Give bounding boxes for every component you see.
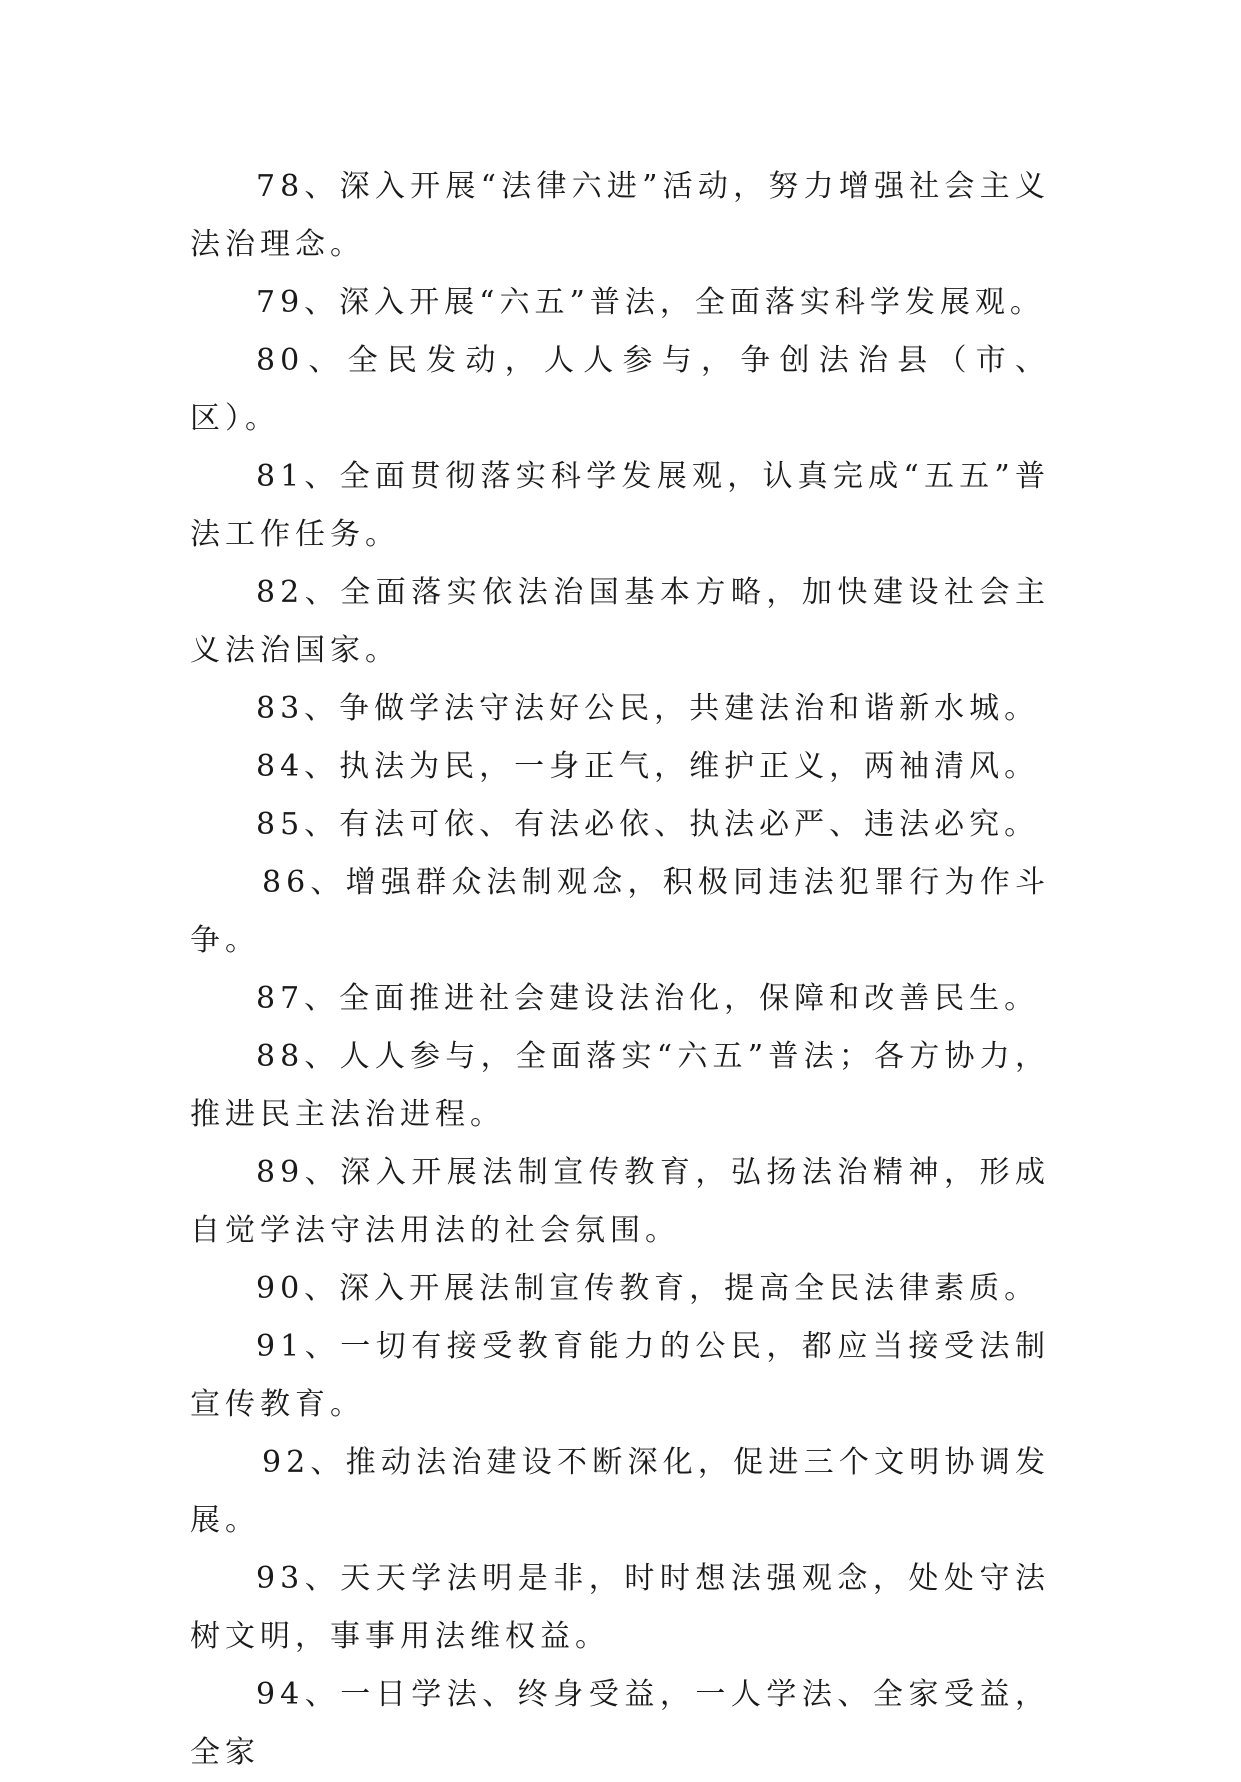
slogan-92: 92、推动法治建设不断深化，促进三个文明协调发展。 [190,1445,1050,1538]
slogan-91: 91、一切有接受教育能力的公民，都应当接受法制宣传教育。 [190,1329,1050,1422]
slogan-93: 93、天天学法明是非，时时想法强观念，处处守法树文明，事事用法维权益。 [190,1561,1050,1654]
slogan-78: 78、深入开展“法律六进”活动，努力增强社会主义法治理念。 [190,169,1050,262]
slogan-82: 82、全面落实依法治国基本方略，加快建设社会主义法治国家。 [190,575,1050,668]
slogan-81: 81、全面贯彻落实科学发展观，认真完成“五五”普法工作任务。 [190,459,1050,552]
slogan-85: 85、有法可依、有法必依、执法必严、违法必究。 [256,807,1040,842]
slogan-90: 90、深入开展法制宣传教育，提高全民法律素质。 [256,1271,1040,1306]
document-body [190,158,1050,1782]
slogan-88: 88、人人参与，全面落实“六五”普法；各方协力，推进民主法治进程。 [190,1039,1050,1132]
slogan-84: 84、执法为民，一身正气，维护正义，两袖清风。 [256,749,1040,784]
slogan-89: 89、深入开展法制宣传教育，弘扬法治精神，形成自觉学法守法用法的社会氛围。 [190,1155,1050,1248]
slogan-80: 80、全民发动，人人参与，争创法治县（市、区）。 [190,343,1050,436]
slogan-94: 94、一日学法、终身受益，一人学法、全家受益，全家 [190,1677,1050,1770]
slogan-87: 87、全面推进社会建设法治化，保障和改善民生。 [256,981,1040,1016]
slogan-86: 86、增强群众法制观念，积极同违法犯罪行为作斗争。 [190,865,1050,958]
slogan-79: 79、深入开展“六五”普法，全面落实科学发展观。 [256,285,1045,320]
slogan-83: 83、争做学法守法好公民，共建法治和谐新水城。 [256,691,1040,726]
